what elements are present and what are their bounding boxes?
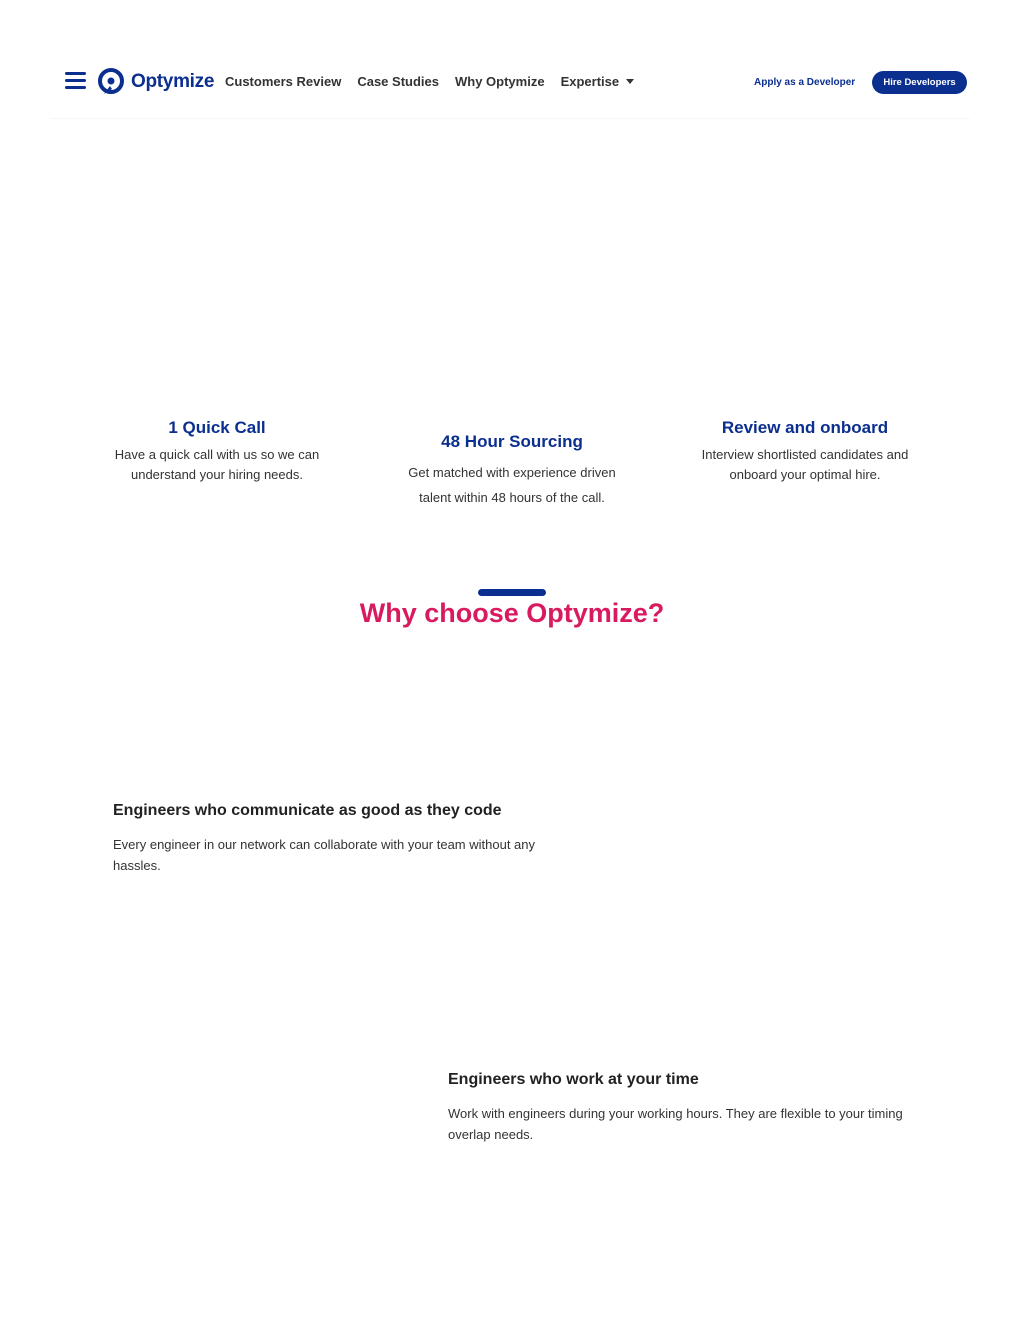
step-desc-line: Get matched with experience driven: [408, 465, 616, 480]
nav-customers-review[interactable]: Customers Review: [225, 74, 342, 89]
feature-timezone: [448, 1071, 938, 1145]
logo[interactable]: [98, 68, 214, 96]
nav-why-optymize[interactable]: Why Optymize: [454, 74, 545, 89]
step-description: [392, 460, 632, 510]
why-choose-heading: Why choose Optymize?: [359, 598, 665, 628]
feature-desc-line: Every engineer in our network can collaborate with your team without any: [113, 837, 535, 852]
optymize-logo-icon: [98, 68, 126, 96]
feature-communication: [113, 802, 583, 876]
feature-desc-line: Work with engineers during your working hours. They are flexible to your timing: [448, 1106, 903, 1121]
feature-description: [448, 1103, 938, 1145]
section-accent-divider: [478, 589, 546, 596]
feature-desc-line: hassles.: [113, 858, 161, 873]
step-title: Review and onboard: [721, 418, 889, 437]
apply-as-developer-link[interactable]: Apply as a Developer: [754, 77, 856, 88]
feature-description: [113, 834, 583, 876]
step-title: 48 Hour Sourcing: [441, 432, 583, 451]
step-desc-line: understand your hiring needs.: [130, 467, 303, 482]
step-description: [97, 445, 337, 485]
nav-expertise-label: Expertise: [560, 74, 620, 89]
step-desc-line: Have a quick call with us so we can: [114, 447, 320, 462]
step-48-hour-sourcing: [392, 432, 632, 510]
caret-down-icon: [626, 79, 634, 84]
nav-case-studies[interactable]: Case Studies: [357, 74, 439, 89]
step-quick-call: [97, 418, 337, 485]
logo-wordmark: Optymize: [131, 71, 215, 92]
hamburger-menu-icon[interactable]: [65, 72, 86, 90]
nav-expertise-dropdown[interactable]: [561, 74, 635, 89]
step-desc-line: Interview shortlisted candidates and: [701, 447, 909, 462]
step-desc-line: talent within 48 hours of the call.: [419, 490, 605, 505]
feature-title: Engineers who communicate as good as they code: [113, 802, 502, 819]
step-review-onboard: [685, 418, 925, 485]
hire-developers-button[interactable]: Hire Developers: [872, 71, 967, 94]
feature-desc-line: overlap needs.: [448, 1127, 534, 1142]
step-title: 1 Quick Call: [168, 418, 266, 437]
nav-links: [225, 74, 650, 89]
top-navbar: [50, 50, 970, 119]
feature-title: Engineers who work at your time: [448, 1071, 699, 1088]
step-description: [685, 445, 925, 485]
step-desc-line: onboard your optimal hire.: [729, 467, 881, 482]
